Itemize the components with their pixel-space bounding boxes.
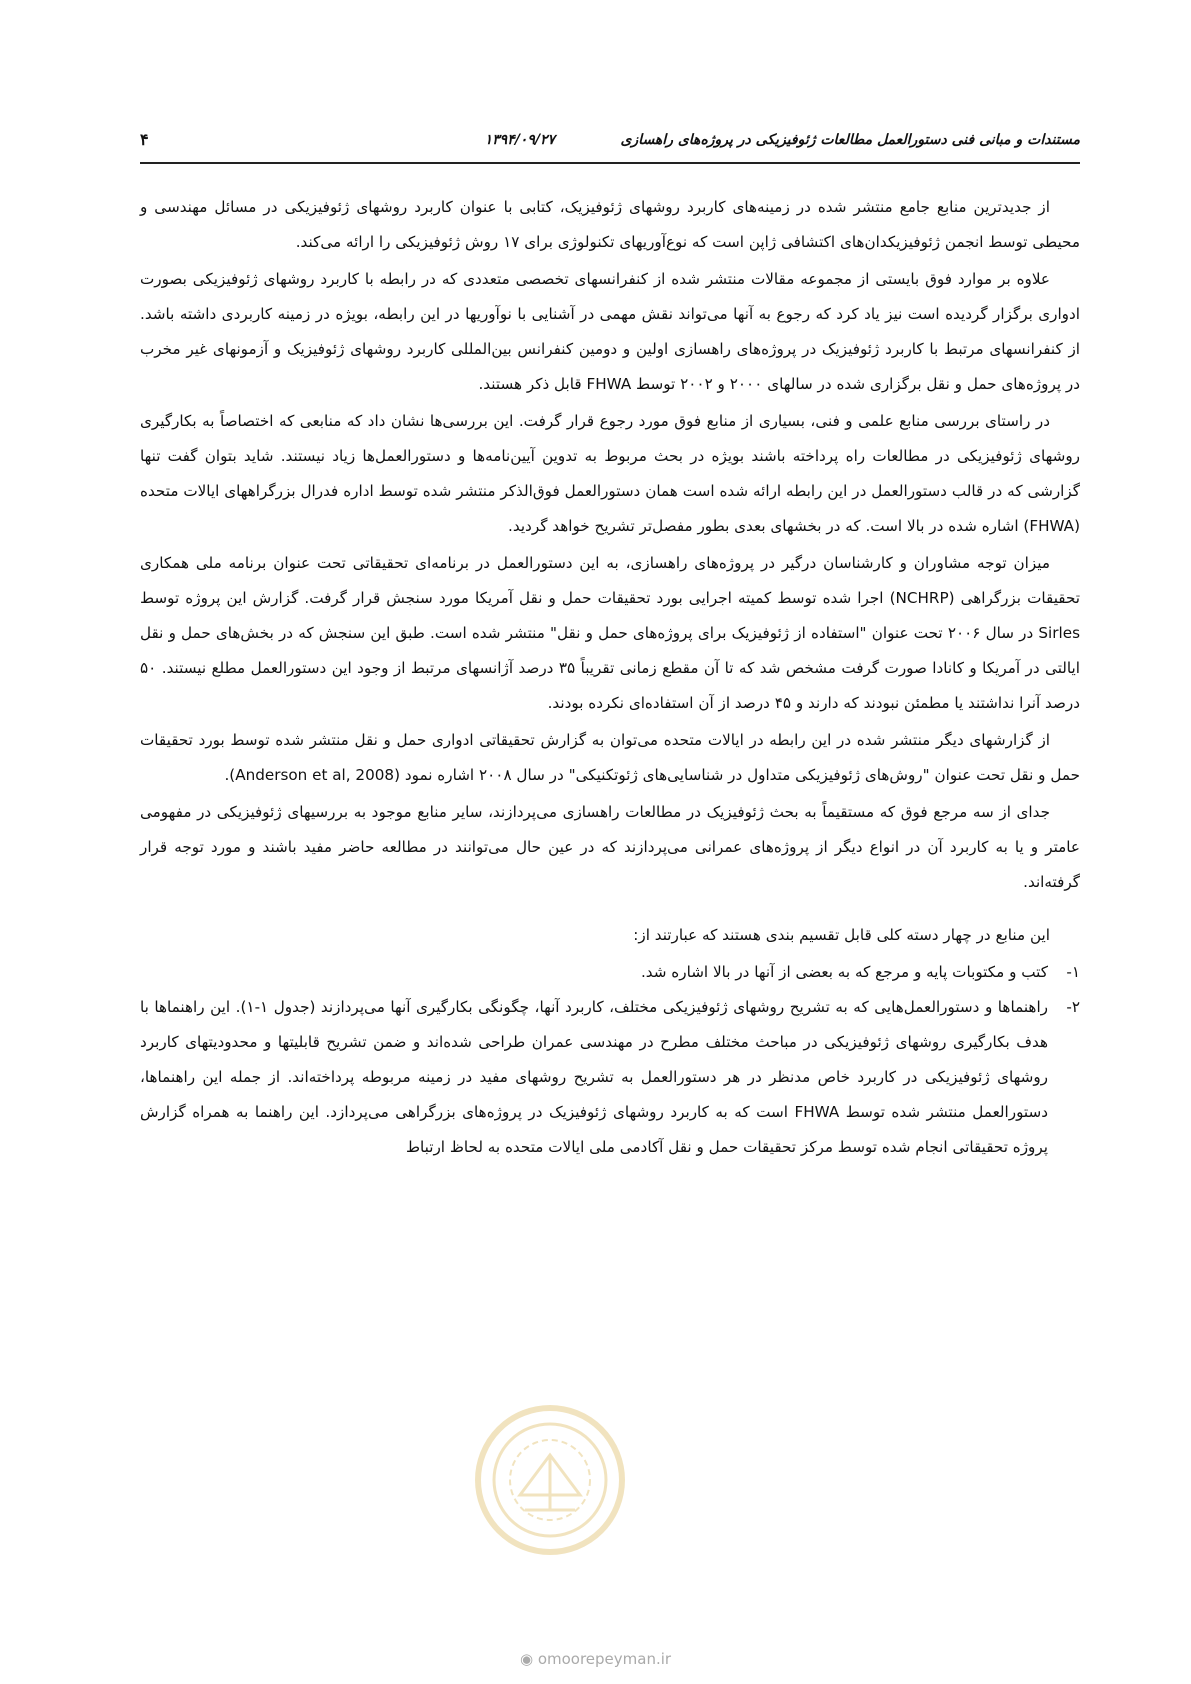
list-item-text: کتب و مکتوبات پایه و مرجع که به بعضی از آنها در بالا اشاره شد. [640, 963, 1048, 981]
paragraph: جدای از سه مرجع فوق که مستقیماً به بحث ژئوفیزیک در مطالعات راهسازی می‌پردازند، سایر منابع موجود به بررسیهای ژئوفیزیکی در مفهومی عامتر و یا به کاربرد آن در انواع دیگر از پروژه‌های عمرانی می‌پردازند که در عین حال می‌توانند در مطالعه حاضر مفید باشند و مورد توجه قرار گرفته‌اند. [140, 803, 1080, 891]
paragraph: از جدیدترین منابع جامع منتشر شده در زمینه‌های کاربرد روشهای ژئوفیزیک، کتابی با عنوان کاربرد روشهای ژئوفیزیکی در مسائل مهندسی و محیطی توسط انجمن ژئوفیزیکدان‌های اکتشافی ژاپن است که نوع‌آوریهای تکنولوژی برای ۱۷ روش ژئوفیزیکی را ارائه می‌کند. [140, 198, 1080, 251]
seal-watermark-icon [470, 1400, 630, 1560]
page-number: ۴ [140, 130, 149, 149]
source-category-list [140, 955, 1080, 1165]
list-item-text: راهنماها و دستورالعمل‌هایی که به تشریح روشهای ژئوفیزیکی مختلف، کاربرد آنها، چگونگی بکارگیری آنها می‌پردازند (جدول ۱-۱). این راهنماها با هدف بکارگیری روشهای ژئوفیزیکی در مباحث مختلف مطرح در مهندسی عمران طراحی شده‌اند و ضمن تشریح قابلیتها و محدودیتهای کاربرد روشهای ژئوفیزیکی در کاربرد خاص مدنظر در هر دستورالعمل به تشریح روشهای مفید در زمینه مربوطه پرداخته‌اند. از جمله این راهنماها، دستورالعمل منتشر شده توسط FHWA است که به کاربرد روشهای ژئوفیزیک در پروژه‌های بزرگراهی می‌پردازد. این راهنما به همراه گزارش پروژه تحقیقاتی انجام شده توسط مرکز تحقیقات حمل و نقل آکادمی ملی ایالات متحده به لحاظ ارتباط [140, 998, 1048, 1156]
watermark-site [0, 1650, 1191, 1668]
header-title: مستندات و مبانی فنی دستورالعمل مطالعات ژئوفیزیکی در پروژه‌های راهسازی [620, 132, 1080, 148]
list-item [140, 955, 1080, 990]
paragraph: علاوه بر موارد فوق بایستی از مجموعه مقالات منتشر شده از کنفرانسهای تخصصی متعددی که در رابطه با کاربرد روشهای ژئوفیزیکی بصورت ادواری برگزار گردیده است نیز یاد کرد که رجوع به آنها می‌تواند نقش مهمی در آشنایی با نوآوریها در این رابطه، بویژه در زمینه کاربردی داشته باشد. از کنفرانسهای مرتبط با کاربرد ژئوفیزیک در پروژه‌های راهسازی اولین و دومین کنفرانس بین‌المللی کاربرد روشهای ژئوفیزیک و آزمونهای غیر مخرب در پروژه‌های حمل و نقل برگزاری شده در سالهای ۲۰۰۰ و ۲۰۰۲ توسط FHWA قابل ذکر هستند. [140, 270, 1080, 393]
at-icon: ◉ [519, 1650, 534, 1668]
list-intro: این منابع در چهار دسته کلی قابل تقسیم بندی هستند که عبارتند از: [633, 926, 1050, 944]
list-item-number: ۱- [1066, 963, 1080, 981]
list-item-number: ۲- [1066, 998, 1080, 1016]
paragraph: در راستای بررسی منابع علمی و فنی، بسیاری از منابع فوق مورد رجوع قرار گرفت. این بررسی‌ها نشان داد که منابعی که اختصاصاً به بکارگیری روشهای ژئوفیزیکی در مطالعات راه پرداخته باشند بویژه در بحث مربوط به تدوین آیین‌نامه‌ها و دستورالعمل‌ها زیاد نیستند. شاید بتوان گفت تنها گزارشی که در قالب دستورالعمل در این رابطه ارائه شده است همان دستورالعمل فوق‌الذکر منتشر شده توسط اداره فدرال بزرگراههای ایالات متحده (FHWA) اشاره شده در بالا است. که در بخشهای بعدی بطور مفصل‌تر تشریح خواهد گردید. [140, 412, 1080, 535]
paragraph: میزان توجه مشاوران و کارشناسان درگیر در پروژه‌های راهسازی، به این دستورالعمل در برنامه‌ای تحقیقاتی تحت عنوان برنامه ملی همکاری تحقیقات بزرگراهی (NCHRP) اجرا شده توسط کمیته اجرایی بورد تحقیقات حمل و نقل آمریکا مورد سنجش قرار گرفت. گزارش این پروژه توسط Sirles در سال ۲۰۰۶ تحت عنوان "استفاده از ژئوفیزیک برای پروژه‌های حمل و نقل" منتشر شده است. طبق این سنجش که در بخش‌های حمل و نقل ایالتی در آمریکا و کانادا صورت گرفت مشخص شد که تا آن مقطع زمانی تقریباً ۳۵ درصد آژانسهای مرتبط از وجود این دستورالعمل مطلع نیستند. ۵۰ درصد آنرا نداشتند یا مطمئن نبودند که دارند و ۴۵ درصد از آن استفاده‌ای نکرده بودند. [140, 554, 1080, 712]
watermark-text: omoorepeyman.ir [537, 1650, 672, 1668]
page-header [140, 128, 1080, 164]
list-item [140, 990, 1080, 1165]
paragraph: از گزارشهای دیگر منتشر شده در این رابطه در ایالات متحده می‌توان به گزارش تحقیقاتی ادواری حمل و نقل منتشر شده توسط بورد تحقیقات حمل و نقل تحت عنوان "روش‌های ژئوفیزیکی متداول در شناسایی‌های ژئوتکنیکی" در سال ۲۰۰۸ اشاره نمود (Anderson et al, 2008). [140, 731, 1080, 784]
header-date: ۱۳۹۴/۰۹/۲۷ [484, 132, 555, 148]
document-body [140, 190, 1080, 1165]
